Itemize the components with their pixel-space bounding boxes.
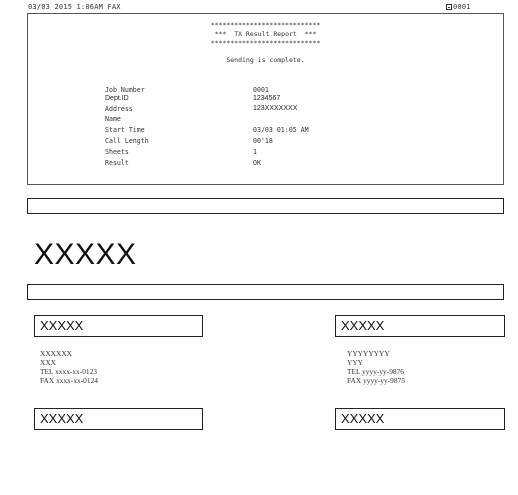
right-top-field-text: XXXXX: [341, 318, 385, 333]
row-value: 00'18: [253, 137, 273, 145]
tx-result-report: [27, 13, 504, 185]
row-value: 0001: [253, 86, 269, 94]
blank-field-1: [27, 198, 504, 214]
report-banner-bottom: ****************************: [210, 39, 321, 47]
left-top-field: [34, 315, 203, 337]
right-bottom-field: [335, 408, 505, 430]
right-address-block: [347, 349, 405, 385]
left-top-field-text: XXXXX: [40, 318, 84, 333]
right-top-field: [335, 315, 505, 337]
row-label: Sheets: [105, 148, 129, 156]
row-value: 03/03 01:05 AM: [253, 126, 309, 134]
row-label: Address: [105, 105, 133, 113]
row-label: Result: [105, 159, 129, 167]
row-label: Name: [105, 115, 121, 123]
right-bottom-field-text: XXXXX: [341, 411, 385, 426]
left-address-block: [40, 349, 98, 385]
fax-header-page: [446, 3, 471, 11]
report-banner-top: ****************************: [210, 21, 321, 29]
right-tel: TEL yyyy-yy-9876: [347, 367, 404, 376]
page-number: 0001: [453, 3, 471, 11]
row-value: 123XXXXXXX: [253, 105, 298, 112]
row-label: Call Length: [105, 137, 149, 145]
big-placeholder-text: XXXXX: [34, 238, 137, 271]
report-title: *** TX Result Report ***: [214, 30, 317, 38]
fax-header-datetime: 03/03 2015 1:06AM FAX: [28, 3, 121, 11]
right-address-line: YYYYYYYY: [347, 349, 390, 358]
page-icon: [446, 4, 452, 10]
left-tel: TEL xxxx-xx-0123: [40, 367, 97, 376]
left-address-line: XXXXXX: [40, 349, 73, 358]
row-value: OK: [253, 159, 261, 167]
report-status: Sending is complete.: [226, 56, 305, 64]
row-value: 1: [253, 148, 257, 156]
row-label: Dept.ID: [105, 95, 129, 102]
left-bottom-field: [34, 408, 203, 430]
row-label: Job Number: [105, 86, 145, 94]
row-label: Start Time: [105, 126, 145, 134]
left-bottom-field-text: XXXXX: [40, 411, 84, 426]
left-address-line: XXX: [40, 358, 57, 367]
left-fax: FAX xxxx-xx-0124: [40, 376, 98, 385]
right-address-line: YYY: [347, 358, 364, 367]
right-fax: FAX yyyy-yy-9875: [347, 376, 405, 385]
row-value: 1234567: [253, 95, 281, 102]
blank-field-2: [27, 284, 504, 300]
